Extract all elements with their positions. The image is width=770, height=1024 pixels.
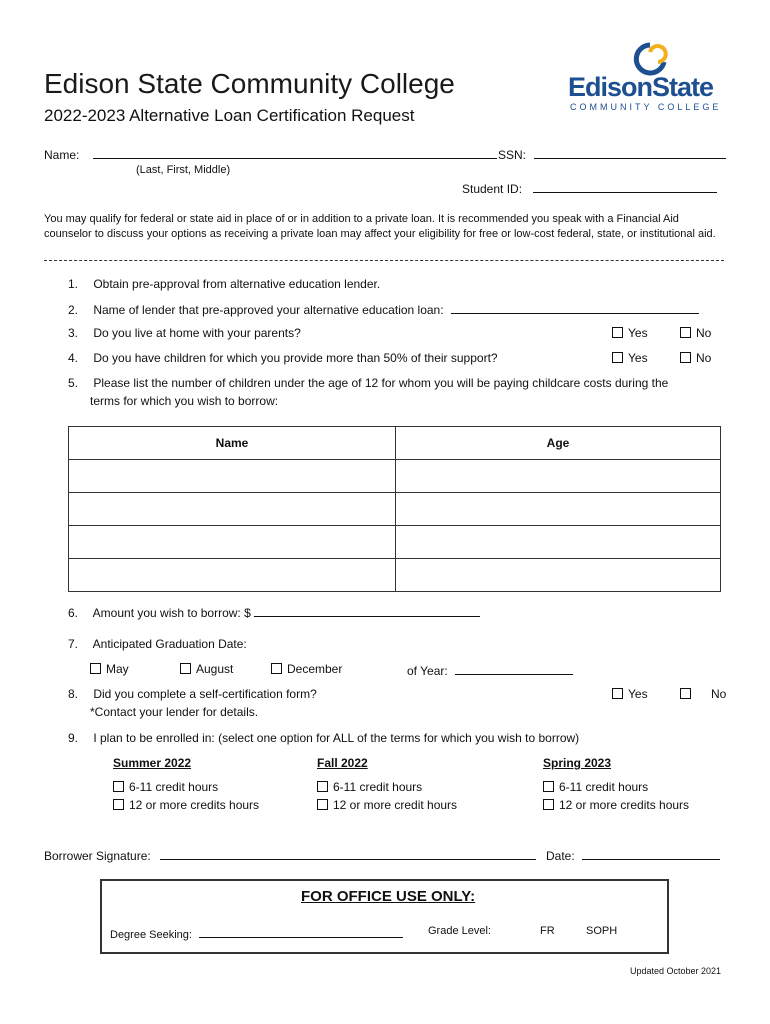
spring-opt1-checkbox[interactable]: [543, 781, 554, 792]
name-field[interactable]: [93, 146, 497, 159]
no-label: No: [711, 687, 727, 701]
table-row: [69, 460, 721, 493]
child-age-cell[interactable]: [396, 460, 721, 493]
fall-opt1-checkbox[interactable]: [317, 781, 328, 792]
q4-text: Do you have children for which you provide more than 50% of their support?: [93, 351, 498, 365]
q4-yes-checkbox[interactable]: [612, 352, 623, 363]
q3-yes-checkbox[interactable]: [612, 327, 623, 338]
q8-no-checkbox[interactable]: [680, 688, 691, 699]
page-subtitle: 2022-2023 Alternative Loan Certification Request: [44, 106, 415, 125]
item-number: 7.: [68, 637, 79, 651]
term-fall-heading: Fall 2022: [317, 756, 368, 770]
signature-label: Borrower Signature:: [44, 849, 151, 863]
child-age-cell[interactable]: [396, 526, 721, 559]
summer-opt2-label: 12 or more credits hours: [129, 798, 260, 812]
no-label: No: [696, 351, 712, 365]
summer-opt2-checkbox[interactable]: [113, 799, 124, 810]
grad-year-field[interactable]: [455, 662, 573, 675]
office-use-box: [100, 879, 669, 954]
table-header-age: Age: [396, 427, 721, 460]
month-may: May: [106, 662, 129, 676]
student-id-field[interactable]: [533, 180, 717, 193]
date-field[interactable]: [582, 847, 720, 860]
term-spring-heading: Spring 2023: [543, 756, 612, 770]
q3-text: Do you live at home with your parents?: [93, 326, 301, 340]
page-title: Edison State Community College: [44, 68, 455, 99]
date-label: Date:: [546, 849, 575, 863]
grade-fr[interactable]: FR: [540, 925, 555, 937]
grade-level-label: Grade Level:: [428, 925, 491, 937]
child-age-cell[interactable]: [396, 559, 721, 592]
q5-text: Please list the number of children under the age of 12 for whom you will be paying childcare costs during the: [93, 376, 669, 390]
child-name-cell[interactable]: [69, 559, 396, 592]
table-header-name: Name: [69, 427, 396, 460]
q3-no-checkbox[interactable]: [680, 327, 691, 338]
q8-note: *Contact your lender for details.: [90, 705, 259, 719]
q7-text: Anticipated Graduation Date:: [92, 637, 247, 651]
intro-text: You may qualify for federal or state aid in place of or in addition to a private loan. It is recommended you speak with a Financial Aid counselor to discuss your options as receiving a private loan may affect your eligibility for free or low-cost federal, state, or institutional aid.: [44, 213, 716, 240]
q1-text: Obtain pre-approval from alternative education lender.: [93, 277, 381, 291]
lender-name-field[interactable]: [451, 301, 699, 314]
degree-seeking-label: Degree Seeking:: [110, 929, 192, 941]
item-number: 4.: [68, 351, 79, 365]
q9-text: I plan to be enrolled in: (select one option for ALL of the terms for which you wish to borrow): [93, 731, 580, 745]
grad-year-label: of Year:: [407, 664, 448, 678]
yes-label: Yes: [628, 687, 648, 701]
december-checkbox[interactable]: [271, 663, 282, 674]
borrow-amount-field[interactable]: [254, 604, 480, 617]
table-row: [69, 493, 721, 526]
month-august: August: [196, 662, 234, 676]
spring-opt1-label: 6-11 credit hours: [559, 780, 649, 794]
children-table: [68, 426, 721, 592]
spring-opt2-label: 12 or more credits hours: [559, 798, 690, 812]
section-divider: [44, 260, 724, 261]
name-label: Name:: [44, 148, 80, 162]
child-name-cell[interactable]: [69, 493, 396, 526]
item-number: 3.: [68, 326, 79, 340]
q6-text: Amount you wish to borrow: $: [92, 606, 251, 620]
child-name-cell[interactable]: [69, 526, 396, 559]
q8-yes-checkbox[interactable]: [612, 688, 623, 699]
item-number: 5.: [68, 376, 79, 390]
may-checkbox[interactable]: [90, 663, 101, 674]
child-age-cell[interactable]: [396, 493, 721, 526]
item-number: 8.: [68, 687, 79, 701]
student-id-label: Student ID:: [462, 182, 523, 196]
grade-soph[interactable]: SOPH: [586, 925, 618, 937]
item-number: 2.: [68, 303, 79, 317]
summer-opt1-label: 6-11 credit hours: [129, 780, 219, 794]
month-december: December: [287, 662, 343, 676]
spring-opt2-checkbox[interactable]: [543, 799, 554, 810]
ssn-label: SSN:: [498, 148, 527, 162]
yes-label: Yes: [628, 326, 648, 340]
q4-no-checkbox[interactable]: [680, 352, 691, 363]
fall-opt1-label: 6-11 credit hours: [333, 780, 423, 794]
fall-opt2-label: 12 or more credit hours: [333, 798, 458, 812]
summer-opt1-checkbox[interactable]: [113, 781, 124, 792]
table-row: [69, 526, 721, 559]
logo-wordmark: EdisonState: [568, 72, 714, 102]
signature-field[interactable]: [160, 847, 536, 860]
item-number: 9.: [68, 731, 79, 745]
fall-opt2-checkbox[interactable]: [317, 799, 328, 810]
yes-label: Yes: [628, 351, 648, 365]
q8-text: Did you complete a self-certification form?: [93, 687, 317, 701]
child-name-cell[interactable]: [69, 460, 396, 493]
degree-seeking-field[interactable]: [199, 925, 403, 938]
item-number: 1.: [68, 277, 79, 291]
august-checkbox[interactable]: [180, 663, 191, 674]
table-row: [69, 559, 721, 592]
logo-subtext: COMMUNITY COLLEGE: [570, 102, 722, 112]
no-label: No: [696, 326, 712, 340]
q5-text-cont: terms for which you wish to borrow:: [90, 394, 279, 408]
ssn-field[interactable]: [534, 146, 726, 159]
office-title: FOR OFFICE USE ONLY:: [301, 888, 476, 905]
footer-updated: Updated October 2021: [630, 966, 722, 976]
q2-text: Name of lender that pre-approved your alternative education loan:: [93, 303, 444, 317]
term-summer-heading: Summer 2022: [113, 756, 192, 770]
name-hint: (Last, First, Middle): [136, 164, 231, 176]
college-logo: [568, 42, 728, 118]
logo-swirl-icon: [630, 42, 670, 76]
item-number: 6.: [68, 606, 79, 620]
